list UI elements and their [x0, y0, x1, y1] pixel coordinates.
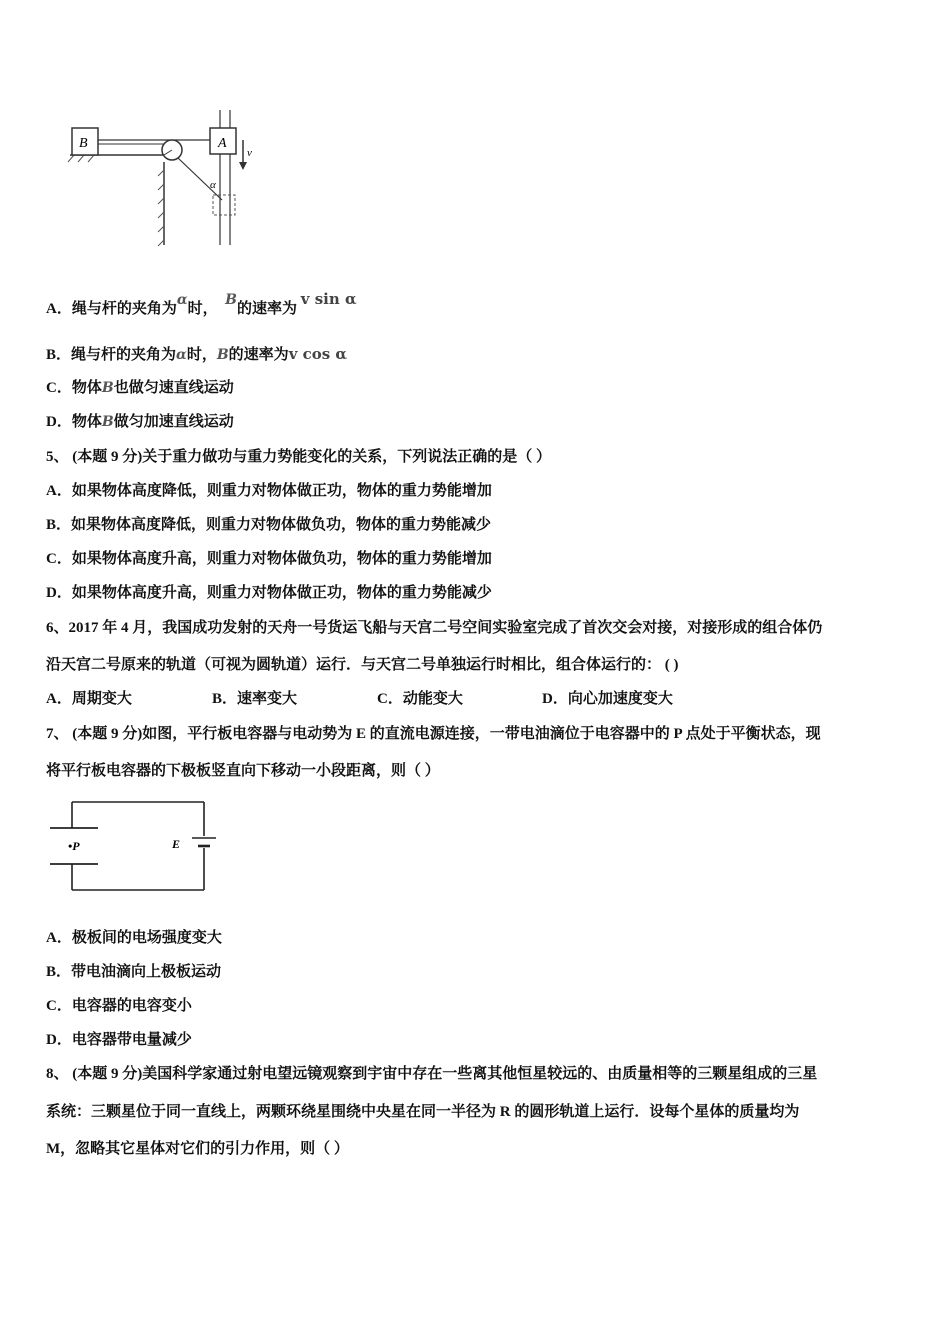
capacitor-circuit [46, 798, 226, 898]
q6-stem-line1: 6、2017 年 4 月，我国成功发射的天舟一号货运飞船与天宫二号空间实验室完成了首次交会对接，对接形成的组合体仍 [46, 620, 823, 636]
q5-option-a: A．如果物体高度降低，则重力对物体做正功，物体的重力势能增加 [46, 483, 492, 499]
q6-option-b: B．速率变大 [212, 691, 298, 707]
table-hatch [68, 155, 94, 162]
q4-option-c: C．物体B也做匀速直线运动 [46, 380, 234, 396]
emf-label: E [172, 837, 181, 851]
velocity-arrowhead [239, 162, 247, 170]
q7-stem-line2: 将平行板电容器的下极板竖直向下移动一小段距离，则（ ） [46, 763, 440, 779]
q7-option-c: C．电容器的电容变小 [46, 998, 192, 1014]
q7-stem-line1: 7、 (本题 9 分)如图，平行板电容器与电动势为 E 的直流电源连接，一带电油滴位于电容器中的 P 点处于平衡状态，现 [46, 726, 821, 742]
q8-stem-line3: M，忽略其它星体对它们的引力作用，则（ ） [46, 1141, 349, 1157]
q8-stem-line1: 8、 (本题 9 分)美国科学家通过射电望远镜观察到宇宙中存在一些离其他恒星较远的、由质量相等的三颗星组成的三星 [46, 1066, 818, 1082]
velocity-label: v [247, 147, 252, 159]
q5-option-d: D．如果物体高度升高，则重力对物体做正功，物体的重力势能减少 [46, 585, 492, 601]
q5-stem: 5、 (本题 9 分)关于重力做功与重力势能变化的关系，下列说法正确的是（ ） [46, 449, 551, 465]
q4-option-b: B．绳与杆的夹角为α时，B的速率为v cos α [46, 345, 347, 363]
q6-stem-line2: 沿天宫二号原来的轨道（可视为圆轨道）运行．与天宫二号单独运行时相比，组合体运行的： ( ) [46, 657, 679, 673]
pulley-figure [60, 100, 300, 260]
q4-option-d: D．物体B做匀加速直线运动 [46, 414, 234, 430]
q4-option-a: A．绳与杆的夹角为α时， B的速率为 v sin α [46, 290, 357, 317]
q6-option-d: D．向心加速度变大 [542, 691, 673, 707]
q8-stem-line2: 系统：三颗星位于同一直线上，两颗环绕星围绕中央星在同一半径为 R 的圆形轨道上运行．设每个星体的质量均为 [46, 1104, 800, 1120]
block-b-label: B [79, 136, 88, 151]
q7-option-a: A．极板间的电场强度变大 [46, 930, 222, 946]
q6-option-c: C．动能变大 [377, 691, 463, 707]
wall-hatch [158, 170, 164, 246]
q5-option-b: B．如果物体高度降低，则重力对物体做负功，物体的重力势能减少 [46, 517, 492, 533]
point-p-label: •P [68, 839, 80, 853]
block-a-dashed [213, 195, 235, 215]
q5-option-c: C．如果物体高度升高，则重力对物体做负功，物体的重力势能增加 [46, 551, 492, 567]
q7-option-d: D．电容器带电量减少 [46, 1032, 192, 1048]
q6-option-a: A．周期变大 [46, 691, 132, 707]
alpha-label: α [210, 179, 216, 191]
q7-option-b: B．带电油滴向上极板运动 [46, 964, 222, 980]
block-a-label: A [218, 136, 227, 151]
